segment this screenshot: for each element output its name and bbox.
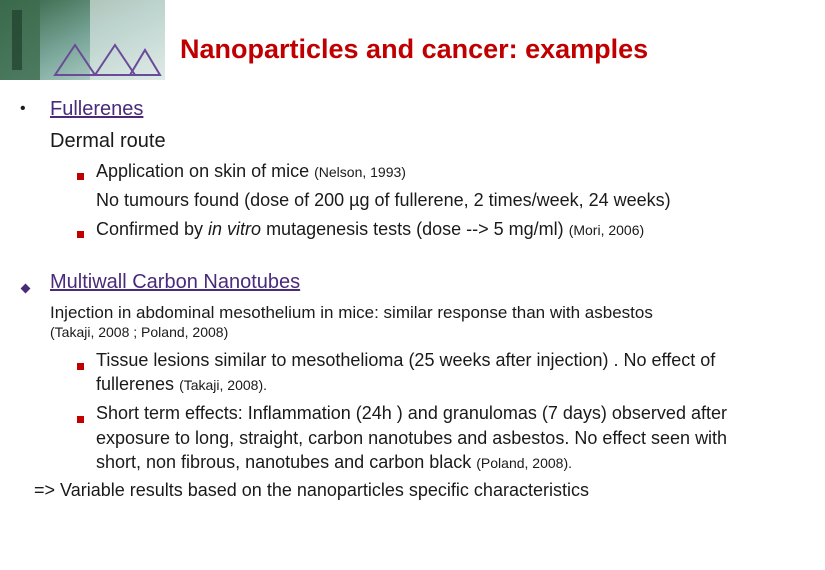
mwcnt-item1-line2-text: fullerenes — [96, 374, 175, 394]
mwcnt-item2-line3 — [96, 452, 572, 473]
fullerenes-heading-link[interactable]: Fullerenes — [50, 98, 144, 120]
fullerenes-item1-cont: No tumours found (dose of 200 µg of fullerene, 2 times/week, 24 weeks) — [96, 190, 671, 210]
conclusion: => Variable results based on the nanoparticles specific characteristics — [34, 480, 589, 500]
mwcnt-injection-ref: (Takaji, 2008 ; Poland, 2008) — [50, 324, 229, 340]
mwcnt-item2-line1: Short term effects: Inflammation (24h ) and granulomas (7 days) observed after — [96, 403, 727, 423]
fullerenes-item2-italic: in vitro — [208, 219, 262, 239]
fullerenes-item1-ref: (Nelson, 1993) — [314, 164, 406, 180]
mwcnt-item2-ref: (Poland, 2008). — [476, 455, 572, 471]
mwcnt-item2-line3-text: short, non fibrous, nanotubes and carbon black — [96, 452, 472, 472]
page-title: Nanoparticles and cancer: examples — [180, 34, 649, 64]
mwcnt-item1-ref: (Takaji, 2008). — [179, 377, 267, 393]
square-bullet-icon — [77, 167, 84, 185]
header-logo-image — [0, 0, 165, 80]
square-bullet-icon — [77, 410, 84, 428]
square-bullet-icon — [77, 357, 84, 375]
mwcnt-item1-line1: Tissue lesions similar to mesothelioma (25 weeks after injection) . No effect of — [96, 350, 716, 370]
mwcnt-item2-line2: exposure to long, straight, carbon nanotubes and asbestos. No effect seen with — [96, 428, 728, 448]
fullerenes-item2 — [96, 219, 644, 240]
square-bullet-icon — [77, 225, 84, 243]
diamond-bullet-icon — [22, 279, 29, 297]
fullerenes-item1 — [96, 161, 406, 182]
fullerenes-route: Dermal route — [50, 130, 166, 152]
mwcnt-item1-line2 — [96, 374, 267, 395]
mwcnt-injection: Injection in abdominal mesothelium in mice: similar response than with asbestos — [50, 303, 653, 322]
fullerenes-item2-ref: (Mori, 2006) — [568, 222, 645, 238]
bullet-dot-icon: • — [20, 100, 26, 117]
fullerenes-item2-pre: Confirmed by — [96, 219, 209, 239]
fullerenes-item1-text: Application on skin of mice — [96, 161, 310, 181]
fullerenes-item2-post: mutagenesis tests (dose --> 5 mg/ml) — [261, 219, 564, 239]
mwcnt-heading-link[interactable]: Multiwall Carbon Nanotubes — [50, 271, 301, 293]
